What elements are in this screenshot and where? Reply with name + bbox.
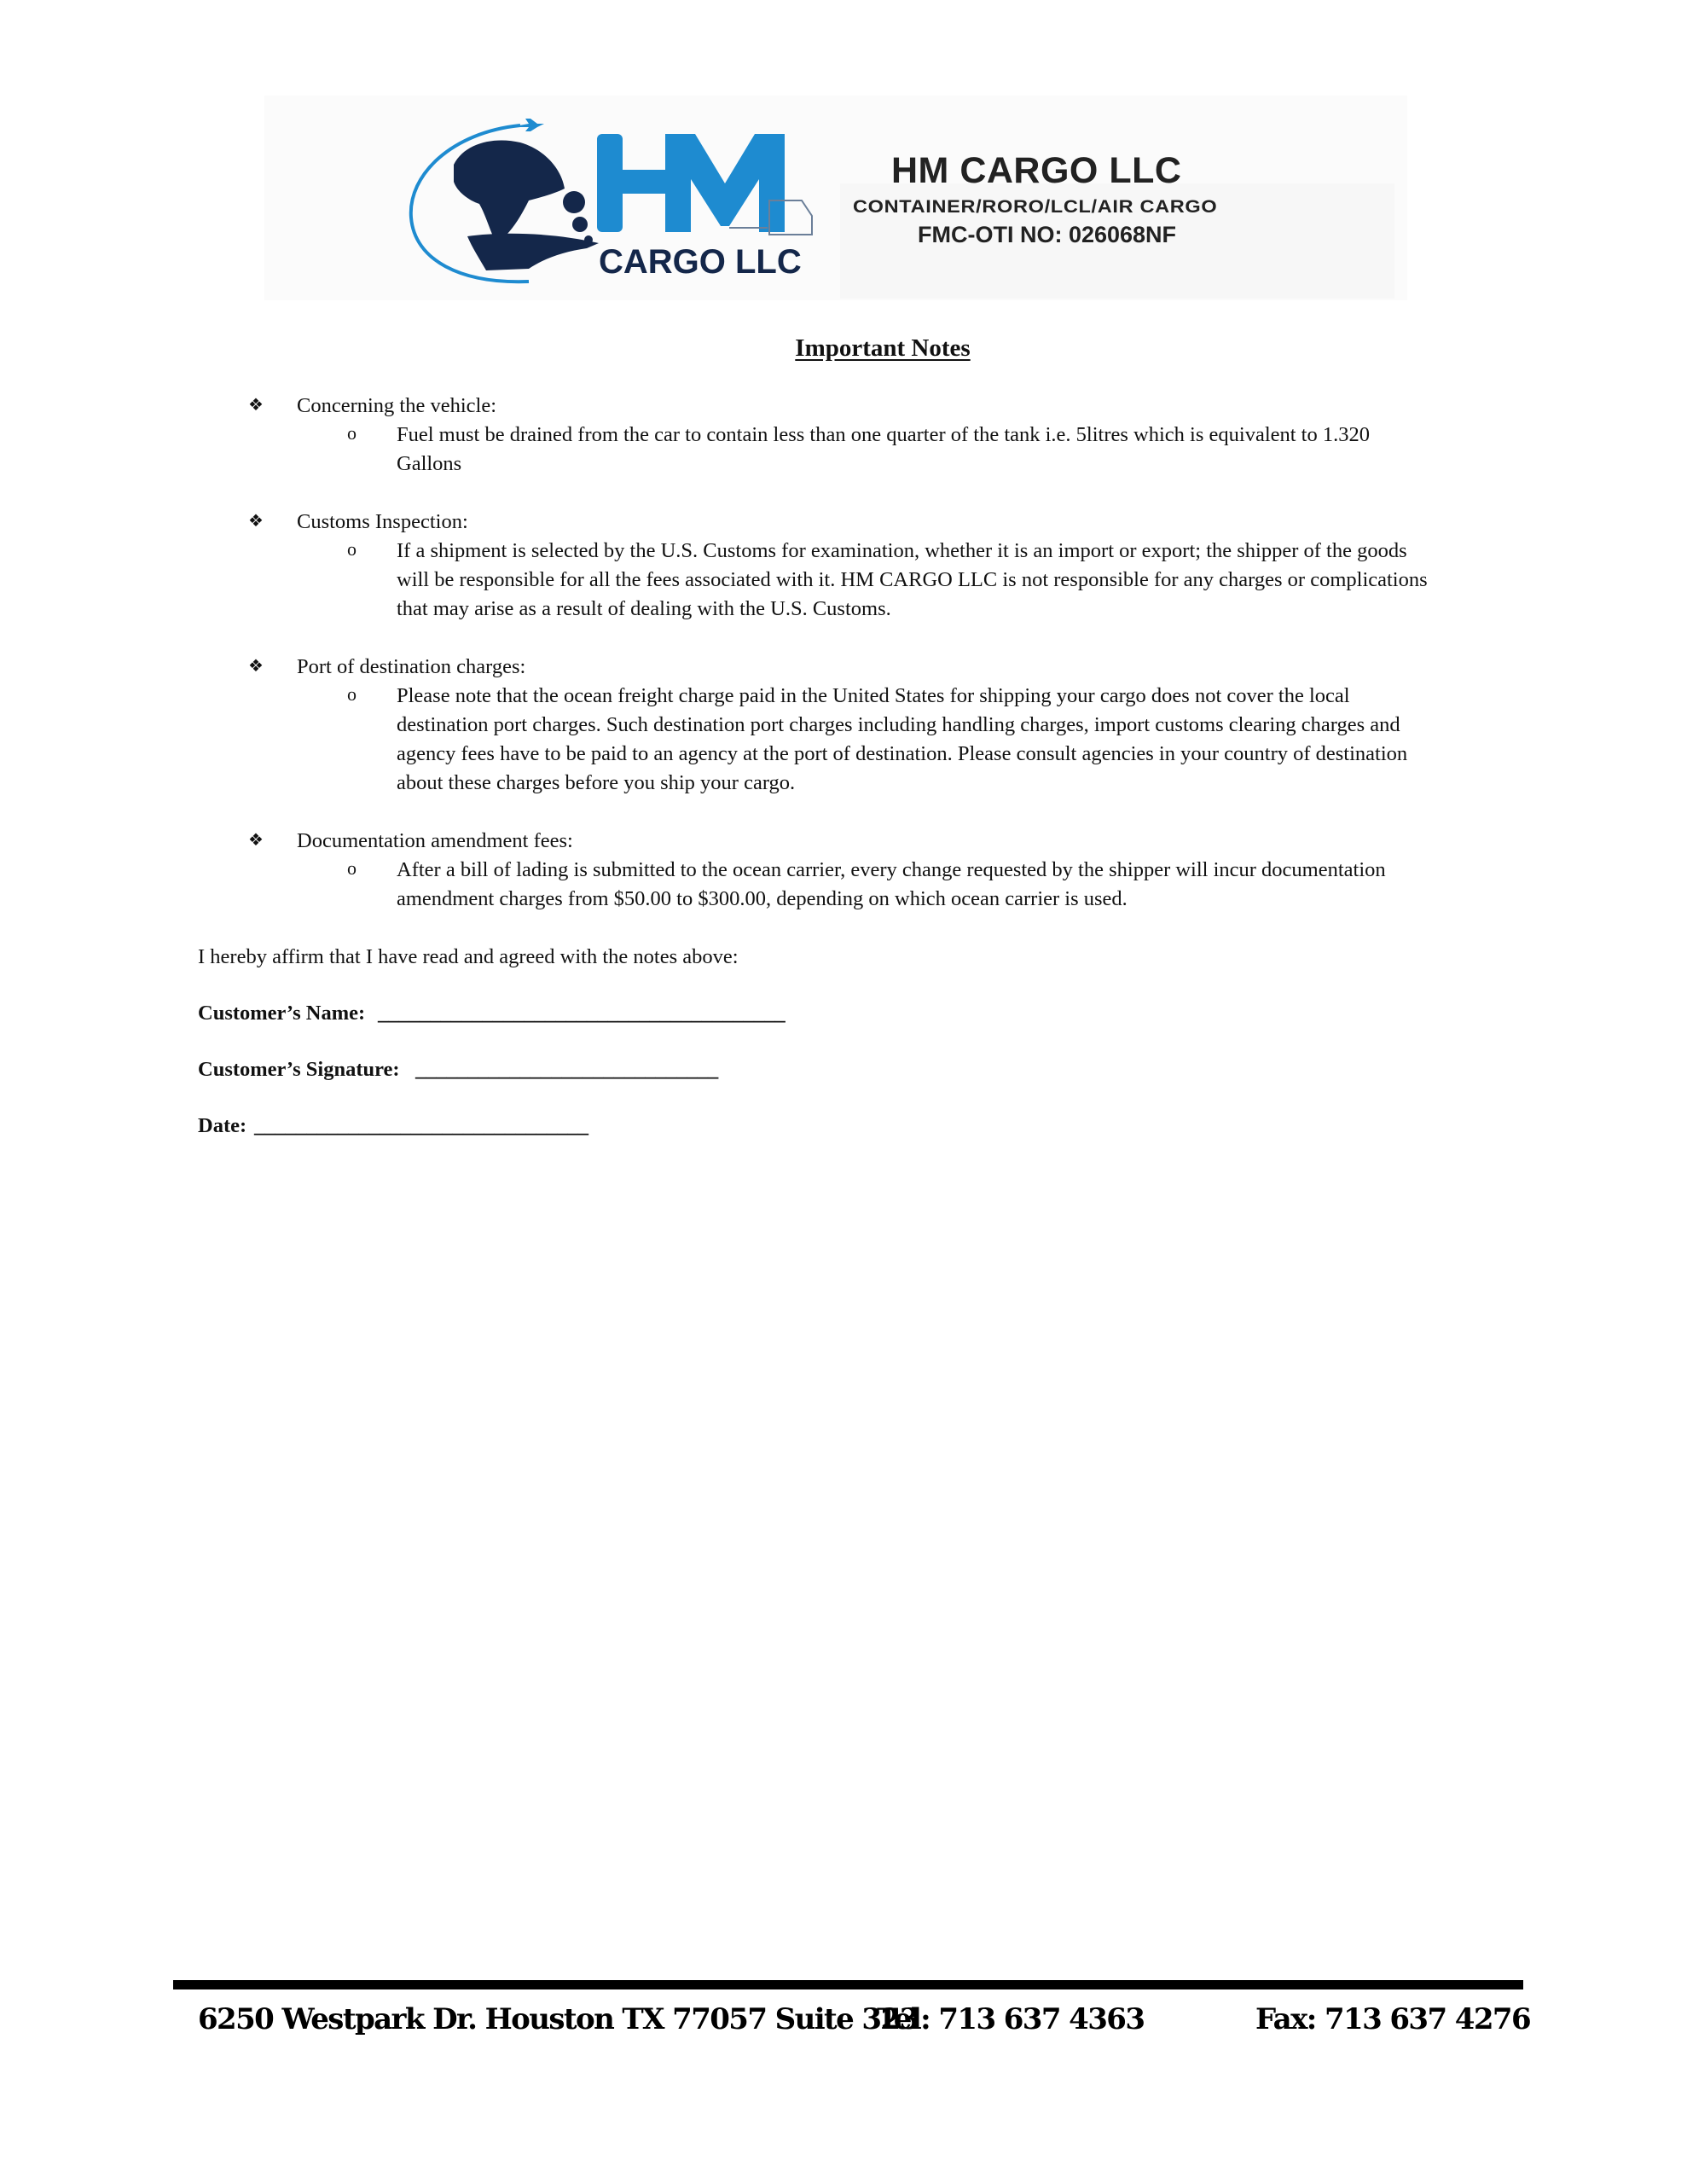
date-label: Date: [198,1114,247,1137]
logo-cargo-llc-text: CARGO LLC [599,243,802,281]
note-line: will be responsible for all the fees associated with it. HM CARGO LLC is not responsible for any charges or complications [397,568,1428,591]
note-line: After a bill of lading is submitted to the ocean carrier, every change requested by the shipper will incur documentation [397,858,1386,881]
note-line: destination port charges. Such destination port charges including handling charges, import customs clearing charges and [397,713,1400,736]
diamond-bullet-icon: ❖ [248,396,264,415]
section-heading: Port of destination charges: [297,655,526,678]
circle-bullet-icon: o [347,683,357,705]
fmc-number: FMC-OTI NO: 026068NF [918,222,1177,247]
note-line: Please note that the ocean freight charge paid in the United States for shipping your cargo does not cover the local [397,684,1350,707]
note-line: about these charges before you ship your cargo. [397,771,796,794]
affirmation-text: I hereby affirm that I have read and agreed with the notes above: [198,945,739,968]
diamond-bullet-icon: ❖ [248,657,264,676]
globe-icon [454,140,565,243]
company-services: CONTAINER/RORO/LCL/AIR CARGO [853,197,1218,217]
note-line: agency fees have to be paid to an agency at the port of destination. Please consult agencies in your country of destination [397,742,1408,765]
footer-tel: Tel: 713 637 4363 [877,2002,1145,2036]
note-line: Fuel must be drained from the car to contain less than one quarter of the tank i.e. 5litres which is equivalent to 1.320 [397,423,1370,446]
section-heading: Concerning the vehicle: [297,394,497,417]
note-line: Gallons [397,452,462,475]
note-line: that may arise as a result of dealing with the U.S. Customs. [397,597,891,620]
ship-icon [467,234,599,270]
section-heading: Customs Inspection: [297,510,468,533]
footer-address: 6250 Westpark Dr. Houston TX 77057 Suite 323 [198,2002,919,2036]
note-line: If a shipment is selected by the U.S. Customs for examination, whether it is an import or export; the shipper of the goods [397,539,1407,562]
page-title: Important Notes [795,334,971,362]
footer-fax: Fax: 713 637 4276 [1255,2002,1531,2036]
customer-signature-blank[interactable]: _____________________________ [415,1058,719,1081]
diamond-bullet-icon: ❖ [248,831,264,850]
section-heading: Documentation amendment fees: [297,829,573,852]
date-blank[interactable]: ________________________________ [254,1114,588,1137]
company-name: HM CARGO LLC [891,150,1182,191]
footer-divider [173,1980,1523,1989]
customer-signature-label: Customer’s Signature: [198,1058,400,1081]
note-line: amendment charges from $50.00 to $300.00, depending on which ocean carrier is used. [397,887,1128,910]
circle-bullet-icon: o [347,538,357,560]
customer-name-label: Customer’s Name: [198,1002,366,1025]
customer-name-blank[interactable]: _______________________________________ [378,1002,786,1025]
circle-bullet-icon: o [347,422,357,444]
diamond-bullet-icon: ❖ [248,512,264,531]
circle-bullet-icon: o [347,857,357,879]
hm-cargo-logo [401,115,827,286]
